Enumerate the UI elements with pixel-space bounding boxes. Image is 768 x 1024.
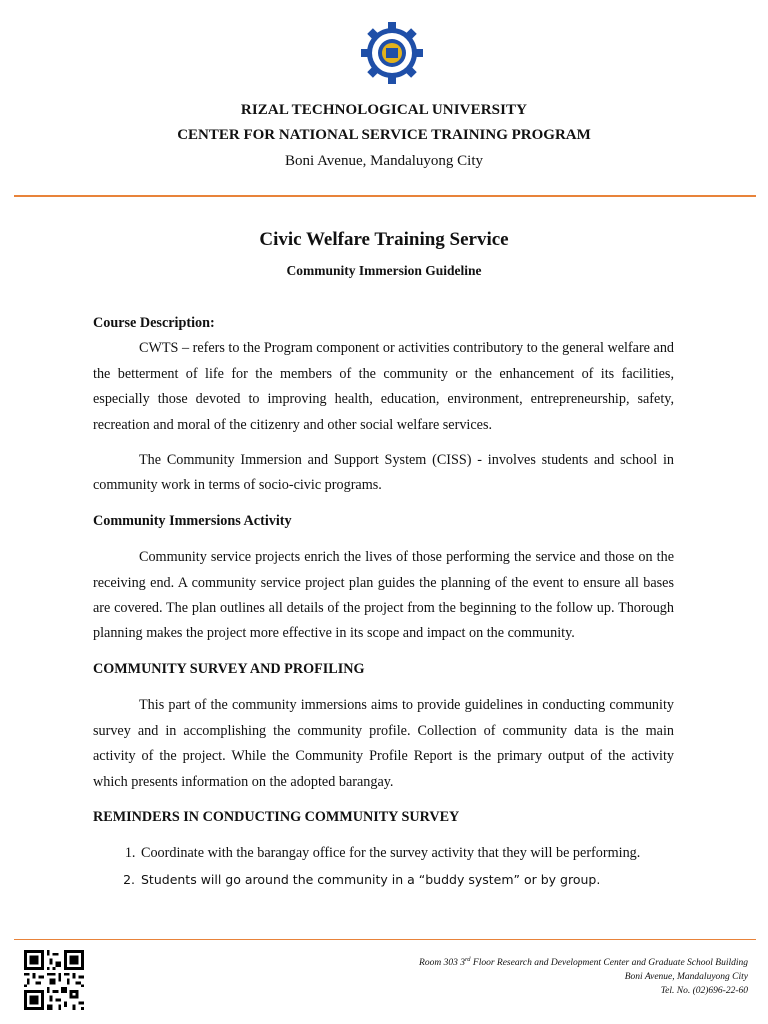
header-divider [14, 195, 756, 197]
footer-divider [14, 939, 756, 940]
footer-address [328, 953, 748, 998]
footer-street: Boni Avenue, Mandaluyong City [624, 972, 748, 983]
document-subtitle: Community Immersion Guideline [286, 263, 482, 278]
list-item: 1. Coordinate with the barangay office for the survey activity that they will be performing. [139, 841, 674, 866]
footer-room: Room 303 3rd Floor Research and Development Center and Graduate School Building [419, 956, 748, 969]
university-name: RIZAL TECHNOLOGICAL UNIVERSITY [240, 102, 528, 118]
university-address: Boni Avenue, Mandaluyong City [284, 153, 484, 169]
ciss-paragraph: The Community Immersion and Support System (CISS) - involves students and school in community work in terms of socio-civic programs. [93, 452, 674, 494]
document-title: Civic Welfare Training Service [259, 229, 509, 250]
survey-paragraph: This part of the community immersions aims to provide guidelines in conducting community survey and in accomplishing the community profile. Collection of community data is the main activity of the project. While the Community Profile Report is the primary output of the activity which presents information on the adopted barangay. [93, 697, 674, 790]
qr-code-icon[interactable] [24, 950, 84, 1010]
course-description-heading: Course Description: [93, 315, 215, 331]
center-name: CENTER FOR NATIONAL SERVICE TRAINING PROGRAM [177, 127, 591, 143]
university-seal-logo [361, 22, 423, 84]
activity-paragraph: Community service projects enrich the lives of those performing the service and those on the receiving end. A community service project plan guides the planning of the event to ensure all bases are covered. The plan outlines all details of the project from the beginning to the follow up. Thorough planning makes the project more effective in its scope and impact on the community. [93, 549, 674, 642]
activity-heading: Community Immersions Activity [93, 512, 292, 529]
footer-telephone: Tel. No. (02)696-22-60 [660, 986, 748, 997]
reminders-heading: REMINDERS IN CONDUCTING COMMUNITY SURVEY [93, 808, 460, 825]
survey-heading: COMMUNITY SURVEY AND PROFILING [93, 660, 365, 677]
list-item: 2. Students will go around the community in a “buddy system” or by group. [139, 867, 674, 892]
reminders-list [93, 841, 674, 892]
document-body [93, 311, 674, 892]
cwts-paragraph: CWTS – refers to the Program component or activities contributory to the general welfare and the betterment of life for the members of the community or the enhancement of its facilities, especially those devoted to improving health, education, environment, entrepreneurship, safety, recreation and moral of the citizenry and other social welfare services. [93, 340, 675, 433]
